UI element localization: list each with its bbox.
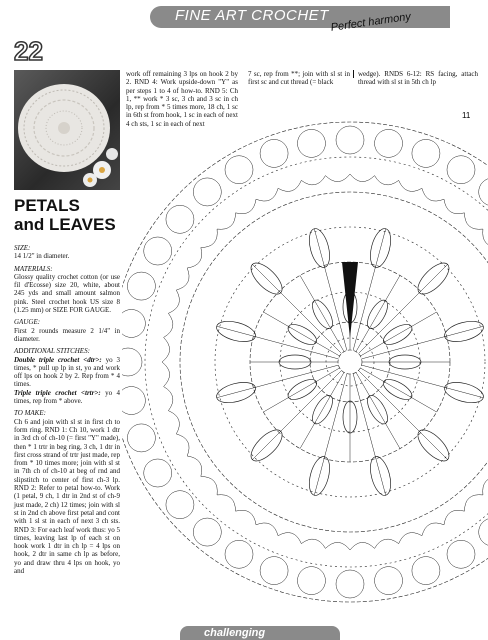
crochet-chart-svg [122,100,488,630]
stitches-heading: ADDITIONAL STITCHES: [14,347,90,356]
gauge-text: First 2 rounds measure 2 1/4" in diameter. [14,326,120,343]
chart-scallop [193,518,221,546]
chart-spoke [253,336,338,359]
chart-scallop [412,139,440,167]
chart-mesh-arc [201,476,217,494]
chart-spoke [356,275,400,351]
chart-scallop [193,178,221,206]
chart-spoke [353,374,376,459]
chart-mesh-arc [464,495,482,511]
chart-scallop [375,129,403,157]
chart-mesh-arc [483,229,488,247]
chart-scallop [297,129,325,157]
chart-mesh-arc [217,213,235,229]
chart-mesh-arc [375,176,399,185]
chart-leaf-vein [252,431,280,459]
chart-mesh-arc [325,542,350,550]
chart-mesh-arc [301,539,325,548]
trtr-label: Triple triple crochet <trtr>: [14,388,101,397]
doily-photo-image [14,70,120,190]
chart-leaf-vein [419,264,447,292]
footer-brand: challenging [204,627,266,639]
chart-spoke [300,275,344,351]
chart-mesh-arc [164,313,173,337]
chart-scallop [412,557,440,585]
chart-scallop [447,156,475,184]
instructions-column-4: wedge). RNDS 6-12: RS facing, attach thread with sl st in 5th ch lp [358,70,478,87]
chart-leaf-vein [252,264,280,292]
chart-mesh-arc [256,523,278,536]
dtr-label: Double triple crochet <dtr>: [14,355,102,364]
chart-mesh-arc [168,411,179,434]
chart-mesh-arc [162,337,170,362]
chart-mesh-arc [278,533,301,544]
chart-scallop [479,178,488,206]
chart-scallop [297,567,325,595]
gauge-heading: GAUGE: [14,318,41,327]
trtr-definition [14,389,120,406]
doily-photo [14,70,120,190]
chart-scallop [127,424,155,452]
make-text: Ch 6 and join with sl st in first ch to form ring. RND 1: Ch 10, work 1 dtr in 3rd ch of ch-10 (= first "Y" made), then * 1 trtr in beg ring, 3 ch, 1 dtr in first cross strand of trtr just made, rep from * 10 times more; join with sl st in 7th ch of ch-10 at beg of rnd and slipstitch to center of first ch-3 lp. RND 2: Refer to petal how-to. Work (1 petal, 9 ch, 1 dtr in 2nd st of ch-9 just made, 2 ch) 12 times; join with sl st in 2nd ch above first petal and cont with 1 sl st in each of next 3 ch sts. RND 3: For each leaf work thus: yo 5 times, leaving last lp of each st on hook work 1 dtr in ch lp = 4 lps on hook, 2 dtr in same ch lp as before, yo and draw thru 4 lps on hook, yo and [14,417,120,575]
chart-scallop [375,567,403,595]
chart-scallop [336,126,364,154]
instructions-column-2: work off remaining 3 lps on hook 2 by 2. RND 4: Work upside-down "Y" as per steps 1 to 4 of how-to. RND 5: Ch 1, ** work * 3 sc, 3 ch and 3 sc in ch lp, rep from * 5 times more, 18 ch, 1 sc in 6th st from hook, 1 sc in each of next 4 ch sts, 1 sc in each of next [126,70,238,128]
chart-mesh-arc [217,495,235,511]
chart-mesh-arc [301,176,325,185]
chart-spoke [324,374,347,459]
chart-mesh-arc [399,180,422,191]
chart-scallop [447,540,475,568]
chart-scallop [225,540,253,568]
chart-mesh-arc [444,510,464,525]
chart-mesh-arc [164,387,173,411]
chart-mesh-arc [187,456,202,476]
round-label: 11 [462,111,471,120]
materials-heading: MATERIALS: [14,264,53,273]
dtr-definition [14,356,120,389]
chart-mesh-arc [256,188,278,201]
chart-spoke [300,372,344,448]
chart-mesh-arc [444,199,464,214]
chart-leaf-vein [419,431,447,459]
chart-mesh-arc [168,290,179,313]
chart-spoke [360,312,436,356]
chart-spoke [362,336,447,359]
chart-spoke [263,368,339,412]
chart-spoke [356,372,400,448]
chart-mesh-arc [399,533,422,544]
size-heading: SIZE: [14,244,31,252]
trtr-text: yo 4 times, rep from * above. [14,388,120,406]
chart-spoke [324,265,347,350]
chart-mesh-arc [236,510,256,525]
chart-scallop [336,570,364,598]
chart-spoke [362,365,447,388]
size-text: 14 1/2" in diameter. [14,252,70,261]
chart-mesh-arc [187,248,202,268]
chart-mesh-arc [236,199,256,214]
chart-scallop [166,491,194,519]
dtr-text: yo 3 times, * pull up lp in st, yo and work off lps on hook 2 by 2. Rep from * 4 times. [14,355,121,389]
chart-scallop [260,139,288,167]
chart-mesh-arc [350,542,375,550]
chart-mesh-arc [483,476,488,494]
chart-mesh-arc [278,180,301,191]
chart-mesh-arc [176,268,189,290]
pattern-title-line2: and LEAVES [14,215,116,234]
chart-mesh-arc [375,539,399,548]
chart-scallop [127,272,155,300]
chart-scallop [225,156,253,184]
chart-scallop [166,205,194,233]
chart-scallop [260,557,288,585]
crochet-chart-diagram [122,100,488,630]
chart-spoke [263,312,339,356]
magazine-title: FINE ART CROCHET [175,7,329,24]
section-subtitle: Perfect harmony [330,10,412,34]
chart-mesh-arc [464,213,482,229]
make-heading: TO MAKE: [14,409,46,418]
chart-scallop [144,237,172,265]
page-number: 22 [14,36,43,66]
chart-scallop [479,518,488,546]
column-divider [353,70,354,78]
chart-spoke [253,365,338,388]
chart-round [338,350,362,374]
chart-mesh-arc [422,188,444,201]
chart-scallop [122,348,142,376]
chart-mesh-arc [176,434,189,456]
chart-mesh-arc [162,362,170,387]
chart-mesh-arc [201,229,217,247]
chart-mesh-arc [350,174,375,182]
chart-mesh-arc [422,523,444,536]
chart-spoke [353,265,376,350]
chart-mesh-arc [325,174,350,182]
pattern-title-line1: PETALS [14,196,80,215]
instructions-column-3: 7 sc, rep from **; join with sl st in first sc and cut thread (= black [248,70,350,87]
chart-scallop [144,459,172,487]
chart-spoke [360,368,436,412]
materials-text: Glossy quality crochet cotton (or use fil d'Ecosse) size 20, white, about 245 yds and small amount salmon pink. Steel crochet hook US size 8 (1.25 mm) or SIZE FOR GAUGE. [14,272,120,315]
chart-scallop [122,309,145,337]
instructions-left-column [14,244,120,575]
chart-start-wedge [342,262,358,338]
pattern-title [14,196,116,234]
chart-scallop [122,387,145,415]
